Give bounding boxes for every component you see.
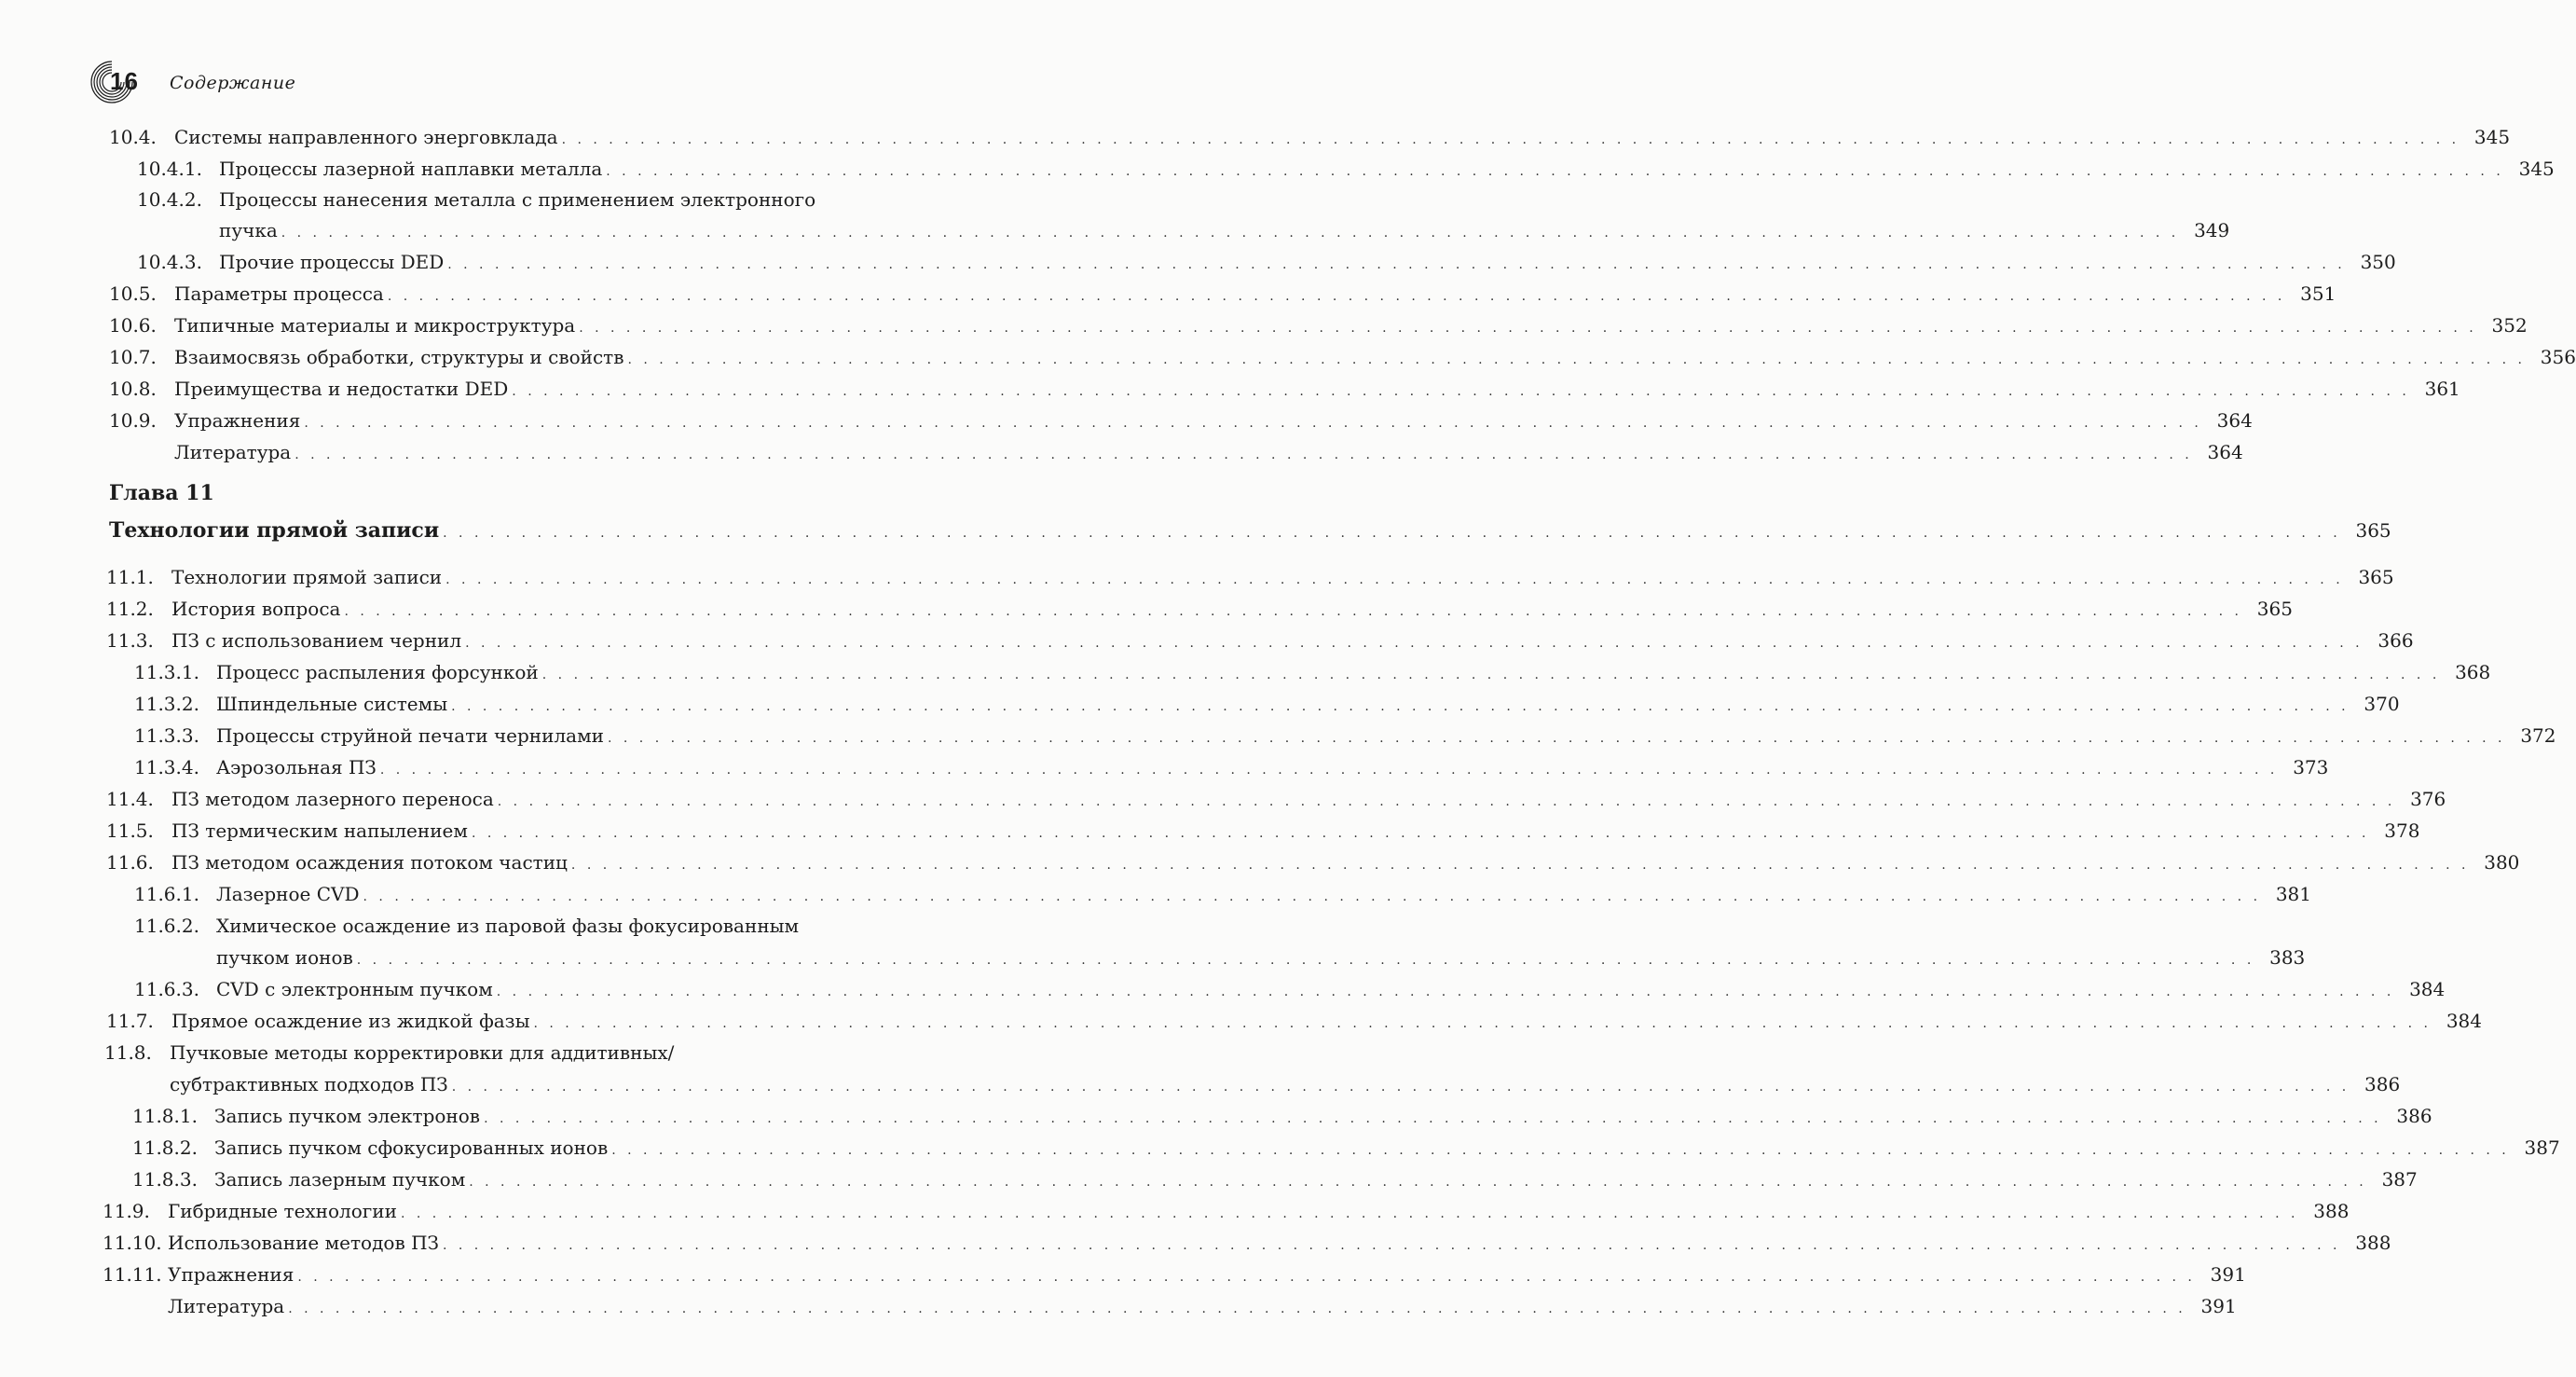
dot-leader [344,596,2242,627]
toc-entry-page: 351 [2300,282,2336,305]
toc-entry-title: Запись пучком сфокусированных ионов [214,1136,609,1159]
dot-leader [472,818,2370,849]
toc-entry-title: Шпиндельные системы [216,693,448,715]
page-header [84,54,885,110]
toc-entry-title: Прямое осаждение из жидкой фазы [171,1010,530,1032]
dot-leader [357,944,2255,976]
toc-entry[interactable] [109,278,2336,310]
toc-entry-page: 388 [2313,1200,2350,1222]
toc-entry-page: 345 [2473,126,2511,148]
toc-entry-page: 356 [2540,346,2576,368]
toc-entry-title: Параметры процесса [174,282,384,305]
dot-leader [451,691,2350,723]
toc-entry[interactable] [103,1227,2391,1259]
dot-leader [297,1261,2196,1293]
toc-entry-number: 11.5. [106,819,154,842]
toc-entry-title: Упражнения [168,1263,295,1286]
dot-leader [443,1230,2341,1261]
toc-entry-number: 10.5. [109,282,157,305]
toc-entry-references[interactable] [174,436,2243,468]
toc-entry-number: 11.9. [103,1200,150,1222]
toc-entry-number: 11.3.1. [134,661,199,683]
toc-entry-title: субтрактивных подходов ПЗ [170,1073,448,1095]
toc-entry-title: История вопроса [171,598,341,620]
toc-entry-page: 372 [2520,724,2556,747]
toc-entry-page: 364 [2207,441,2243,463]
toc-entry[interactable] [134,878,2312,910]
dot-leader [445,564,2344,596]
toc-entry-title: Типичные материалы и микроструктура [174,314,576,337]
dot-leader [484,1103,2382,1135]
toc-entry-page: 386 [2364,1073,2401,1095]
toc-entry[interactable] [134,688,2400,720]
toc-entry[interactable] [109,405,2253,436]
chapter-title-entry[interactable] [109,515,2391,546]
toc-entry-title: Технологии прямой записи [171,566,443,588]
page-number: 16 [110,67,139,95]
toc-entry-page: 380 [2484,851,2520,874]
toc-entry-number: 11.11. [103,1263,162,1286]
toc-entry[interactable] [106,561,2394,593]
toc-entry[interactable] [132,1100,2432,1132]
toc-entry-number: 11.3.4. [134,756,199,778]
toc-entry-title: ПЗ методом осаждения потоком частиц [171,851,568,874]
dot-leader [497,976,2395,1008]
toc-entry-title: Взаимосвязь обработки, структуры и свойств [174,346,624,368]
toc-entry-page: 391 [2210,1263,2246,1286]
dot-leader [295,439,2193,471]
toc-entry-title: Лазерное CVD [216,883,360,905]
toc-entry-page: 365 [2355,519,2391,542]
toc-entry-number: 11.2. [106,598,154,620]
toc-entry[interactable] [106,847,2520,878]
toc-entry[interactable] [219,214,2230,246]
toc-entry-number: 11.4. [106,788,154,810]
toc-entry-title: Прочие процессы DED [219,251,445,273]
dot-leader [571,849,2470,881]
toc-entry-page: 365 [2256,598,2293,620]
dot-leader [608,723,2506,754]
toc-entry-title: Процессы струйной печати чернилами [216,724,604,747]
toc-entry[interactable] [109,373,2460,405]
running-title: Содержание [170,73,296,93]
toc-entry[interactable] [106,1005,2482,1037]
toc-entry-page: 387 [2524,1136,2560,1159]
toc-entry-page: 368 [2455,661,2491,683]
dot-leader [611,1135,2510,1166]
toc-entry-page: 364 [2216,409,2253,432]
dot-leader [363,881,2262,913]
toc-entry-page: 381 [2275,883,2312,905]
toc-entry-number: 11.6.2. [134,915,199,937]
toc-entry-title: Аэрозольная ПЗ [216,756,377,778]
toc-entry-title: ПЗ с использованием чернил [171,629,462,652]
toc-entry-number: 10.8. [109,378,157,400]
toc-entry-page: 384 [2409,978,2446,1000]
dot-leader [542,659,2441,691]
toc-entry-page: 386 [2396,1105,2432,1127]
toc-entry-title: Процесс распыления форсункой [216,661,539,683]
toc-entry[interactable] [134,656,2491,688]
chapter-title: Технологии прямой записи [109,518,440,543]
toc-entry[interactable] [216,942,2306,973]
dot-leader [606,156,2504,187]
toc-entry-title: Преимущества и недостатки DED [174,378,509,400]
toc-entry-title: CVD с электронным пучком [216,978,493,1000]
dot-leader [443,517,2341,549]
toc-entry-page: 361 [2424,378,2460,400]
toc-entry-page: 373 [2293,756,2329,778]
toc-entry-number: 10.7. [109,346,157,368]
toc-entry-number: 11.6. [106,851,154,874]
toc-entry-page: 345 [2518,158,2555,180]
toc-entry-number: 11.3.3. [134,724,199,747]
toc-entry-number: 11.6.3. [134,978,199,1000]
toc-entry-number: 11.3. [106,629,154,652]
toc-entry-title: Гибридные технологии [168,1200,397,1222]
toc-entry-number: 11.3.2. [134,693,199,715]
toc-entry-page: 350 [2360,251,2396,273]
toc-entry-page: 387 [2381,1168,2418,1191]
toc-entry[interactable] [137,246,2396,278]
dot-leader [281,217,2180,249]
toc-entry[interactable] [132,1164,2418,1195]
toc-entry-title: ПЗ методом лазерного переноса [171,788,494,810]
toc-entry-page: 366 [2377,629,2414,652]
dot-leader [512,376,2410,407]
toc-entry-page: 349 [2194,219,2230,241]
toc-entry-title: пучком ионов [216,946,353,969]
dot-leader [452,1071,2350,1103]
toc-entry-page: 370 [2364,693,2400,715]
toc-entry-title-line1: Процессы нанесения металла с применением электронного [219,188,816,211]
toc-entry-page: 376 [2410,788,2446,810]
toc-entry-references[interactable] [168,1290,2237,1322]
toc-entry-title: Процессы лазерной наплавки металла [219,158,603,180]
dot-leader [579,312,2477,344]
toc-entry-title: Литература [174,441,292,463]
toc-entry-page: 378 [2384,819,2420,842]
toc-entry-number: 11.8. [104,1041,152,1064]
toc-entry-number: 10.9. [109,409,157,432]
dot-leader [304,407,2202,439]
toc-entry-page: 383 [2269,946,2306,969]
dot-leader [401,1198,2299,1230]
dot-leader [498,786,2396,818]
toc-entry-page: 352 [2491,314,2528,337]
toc-entry[interactable] [106,815,2420,847]
toc-entry-title: Использование методов ПЗ [168,1232,439,1254]
dot-leader [388,281,2286,312]
toc-entry[interactable] [137,153,2555,185]
toc-entry-number: 10.6. [109,314,157,337]
toc-entry[interactable] [106,783,2446,815]
toc-entry-number: 10.4.3. [137,251,202,273]
toc-entry[interactable] [134,973,2446,1005]
toc-entry-number: 10.4.2. [137,188,202,211]
toc-entry-title-line1: Пучковые методы корректировки для аддитивных/ [170,1041,675,1064]
toc-entry-title: ПЗ термическим напылением [171,819,468,842]
dot-leader [288,1293,2186,1325]
toc-entry-title: Запись лазерным пучком [214,1168,466,1191]
toc-entry-number: 10.4. [109,126,157,148]
toc-entry-number: 11.8.2. [132,1136,198,1159]
dot-leader [380,754,2279,786]
toc-entry-number: 11.7. [106,1010,154,1032]
toc-entry[interactable] [109,310,2528,341]
toc-entry[interactable] [109,341,2576,373]
toc-entry[interactable] [103,1259,2246,1290]
toc-entry-title: Системы направленного энерговклада [174,126,558,148]
toc-entry-number: 11.6.1. [134,883,199,905]
toc-entry-number: 11.8.1. [132,1105,198,1127]
toc-entry-number: 11.8.3. [132,1168,198,1191]
dot-leader [465,627,2364,659]
toc-entry-title: Запись пучком электронов [214,1105,481,1127]
dot-leader [627,344,2526,376]
toc-entry[interactable] [103,1195,2350,1227]
dot-leader [447,249,2346,281]
toc-entry-page: 391 [2200,1295,2237,1317]
toc-entry[interactable] [170,1068,2401,1100]
dot-leader [534,1008,2432,1040]
toc-entry-number: 11.10. [103,1232,162,1254]
dot-leader [469,1166,2367,1198]
toc-entry-number: 11.1. [106,566,154,588]
toc-entry[interactable] [132,1132,2560,1164]
toc-entry-number: 10.4.1. [137,158,202,180]
toc-entry[interactable] [106,625,2414,656]
toc-entry-page: 365 [2358,566,2394,588]
dot-leader [562,124,2460,156]
chapter-label: Глава 11 [109,481,214,505]
toc-entry-page: 388 [2355,1232,2391,1254]
toc-entry-title: пучка [219,219,278,241]
toc-entry[interactable] [109,121,2511,153]
toc-entry-page: 384 [2446,1010,2482,1032]
toc-entry[interactable] [134,751,2329,783]
toc-entry-title-line1: Химическое осаждение из паровой фазы фокусированным [216,915,800,937]
toc-entry-title: Упражнения [174,409,301,432]
toc-entry[interactable] [106,593,2293,625]
toc-entry-title: Литература [168,1295,285,1317]
toc-entry[interactable] [134,720,2556,751]
